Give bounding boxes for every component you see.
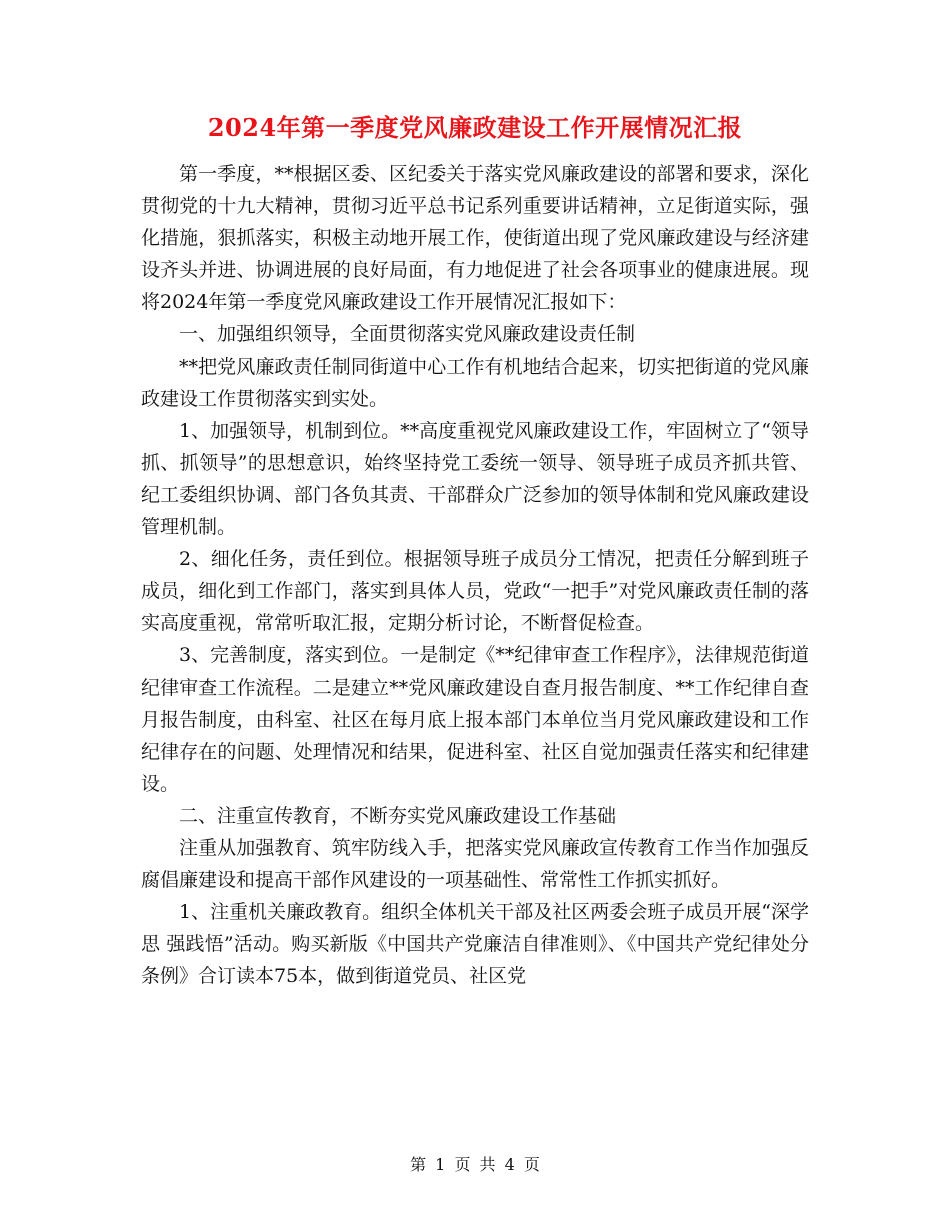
page-number-footer: 第 1 页 共 4 页	[410, 1155, 540, 1174]
paragraph: 1、加强领导，机制到位。**高度重视党风廉政建设工作，牢固树立了“领导抓、抓领导”的思想意识，始终坚持党工委统一领导、领导班子成员齐抓共管、纪工委组织协调、部门各负其责、干部群众广泛参加的领导体制和党风廉政建设管理机制。	[141, 419, 809, 539]
paragraph: 1、注重机关廉政教育。组织全体机关干部及社区两委会班子成员开展“深学思 强践悟”活动。购买新版《中国共产党廉洁自律准则》、《中国共产党纪律处分条例》合订读本75本，做到街道党员、社区党	[141, 901, 809, 988]
paragraph: 2、细化任务，责任到位。根据领导班子成员分工情况，把责任分解到班子成员，细化到工作部门，落实到具体人员，党政“一把手”对党风廉政责任制的落实高度重视，常常听取汇报，定期分析讨论，不断督促检查。	[141, 548, 809, 635]
section-heading-2: 二、注重宣传教育，不断夯实党风廉政建设工作基础	[179, 804, 617, 827]
paragraph-intro: 第一季度，**根据区委、区纪委关于落实党风廉政建设的部署和要求，深化贯彻党的十九大精神，贯彻习近平总书记系列重要讲话精神，立足街道实际，强化措施，狠抓落实，积极主动地开展工作，使街道出现了党风廉政建设与经济建设齐头并进、协调进展的良好局面，有力地促进了社会各项事业的健康进展。现将2024年第一季度党风廉政建设工作开展情况汇报如下：	[141, 163, 809, 314]
section-heading-1: 一、加强组织领导，全面贯彻落实党风廉政建设责任制	[179, 323, 636, 346]
paragraph: **把党风廉政责任制同街道中心工作有机地结合起来，切实把街道的党风廉政建设工作贯彻落实到实处。	[141, 355, 809, 410]
paragraph: 3、完善制度，落实到位。一是制定《**纪律审查工作程序》，法律规范街道纪律审查工作流程。二是建立**党风廉政建设自查月报告制度、**工作纪律自查月报告制度，由科室、社区在每月底上报本部门本单位当月党风廉政建设和工作纪律存在的问题、处理情况和结果，促进科室、社区自觉加强责任落实和纪律建设。	[141, 644, 809, 795]
paragraph: 注重从加强教育、筑牢防线入手，把落实党风廉政宣传教育工作当作加强反腐倡廉建设和提高干部作风建设的一项基础性、常常性工作抓实抓好。	[141, 836, 809, 892]
document-body	[141, 158, 809, 992]
document-title: 2024年第一季度党风廉政建设工作开展情况汇报	[207, 113, 743, 142]
